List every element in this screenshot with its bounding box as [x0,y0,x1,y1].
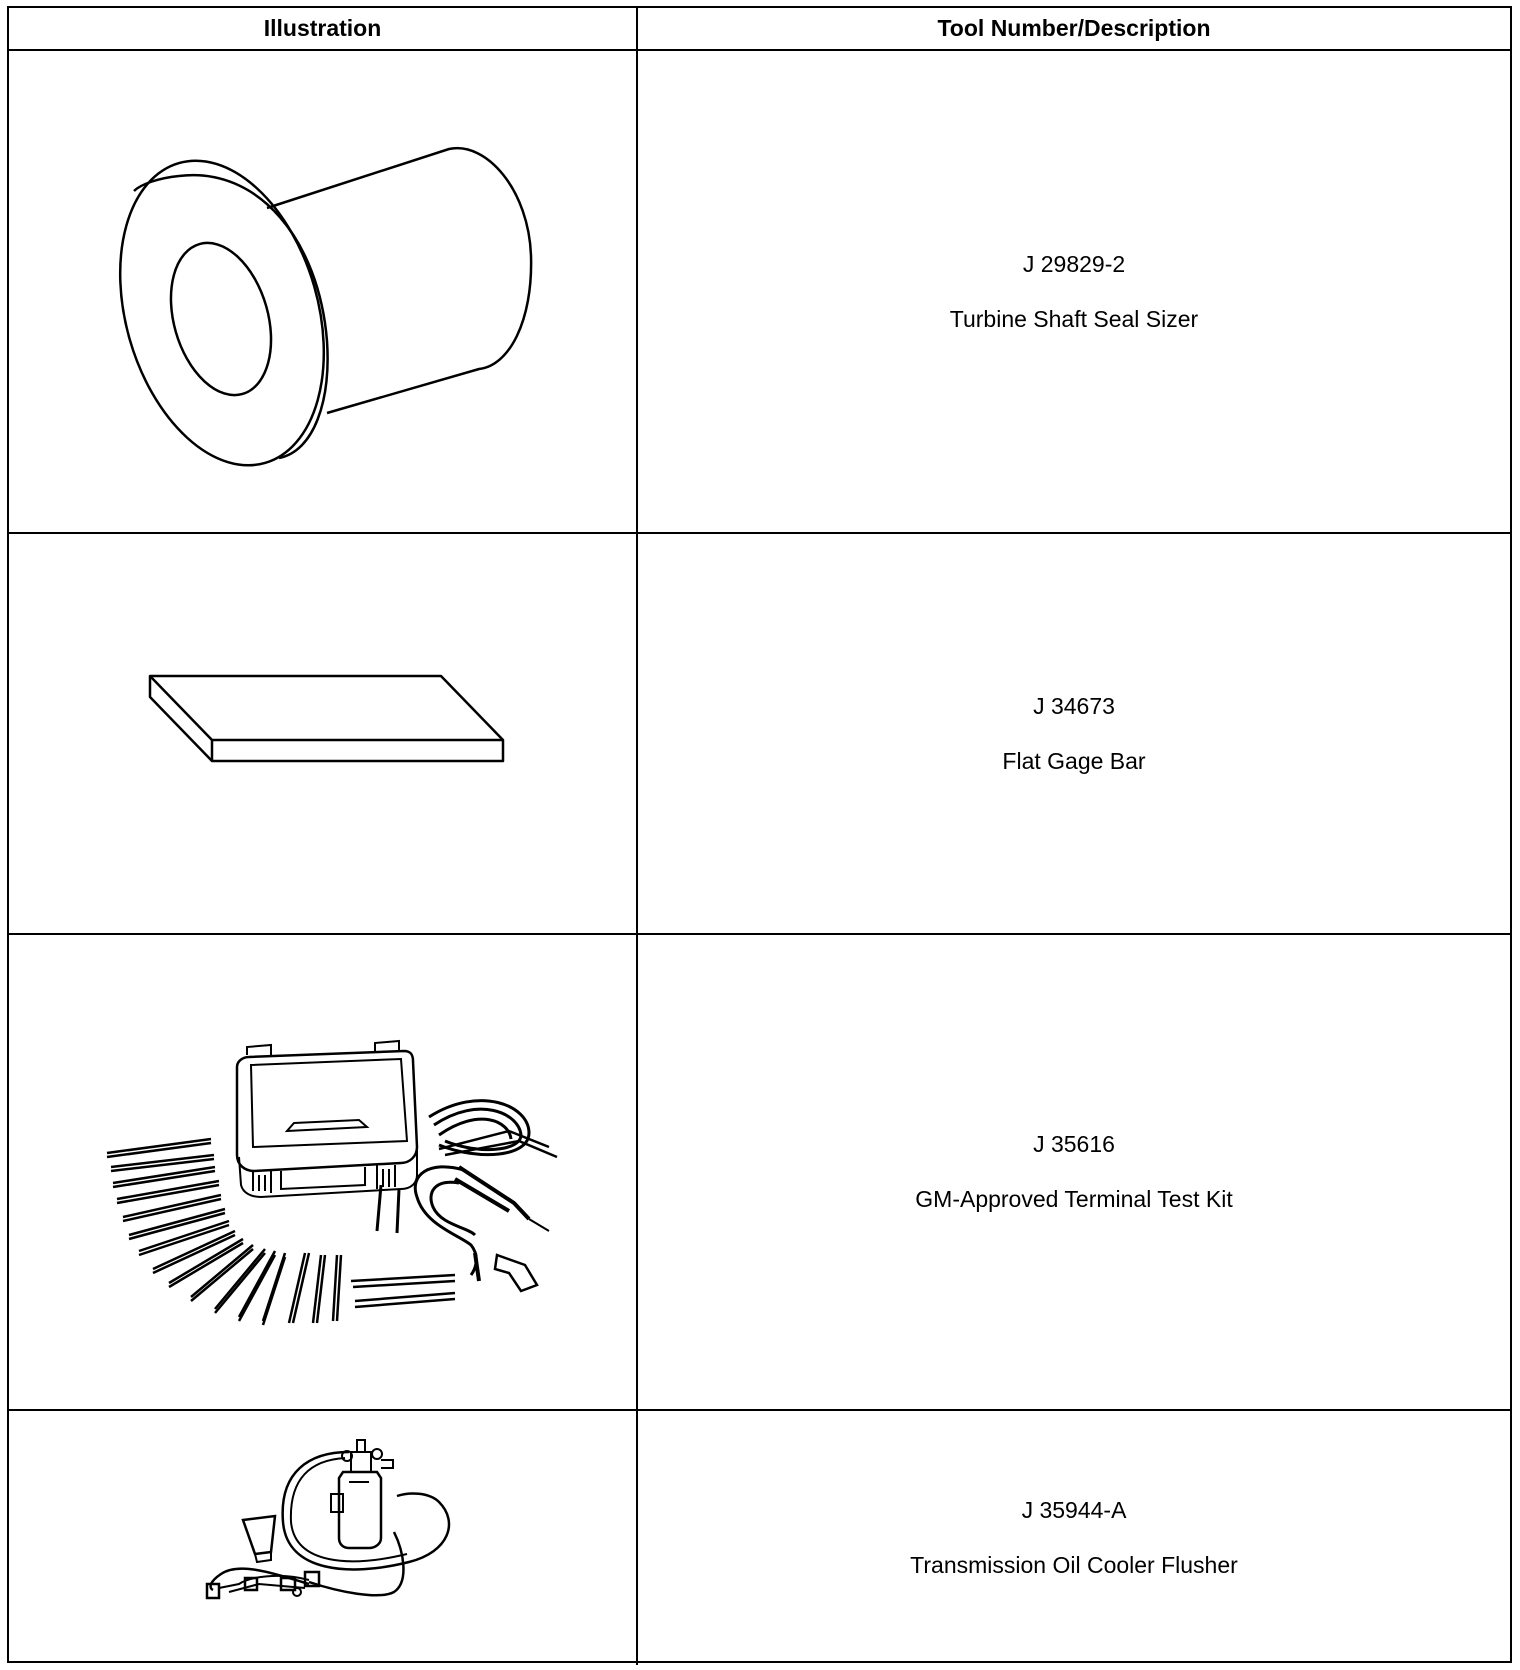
tool-number: J 35616 [1033,1131,1115,1157]
illustration-cell [9,935,638,1409]
tool-description: GM-Approved Terminal Test Kit [915,1186,1233,1212]
description-cell [638,534,1510,933]
table-row [9,534,1510,935]
description-cell [638,51,1510,532]
illustration-cell [9,534,638,933]
illustration-cell [9,51,638,532]
header-description: Tool Number/Description [937,15,1211,41]
table-header-row [9,8,1510,51]
tool-table [7,6,1512,1663]
oil-cooler-flusher-illustration [9,1411,638,1665]
tool-number: J 34673 [1033,692,1115,719]
tool-number: J 29829-2 [1022,250,1126,277]
tool-description: Flat Gage Bar [1002,747,1146,774]
seal-sizer-illustration [9,51,638,532]
illustration-cell [9,1411,638,1665]
flat-gage-bar-illustration [9,534,638,933]
header-illustration: Illustration [9,8,638,49]
table-row [9,935,1510,1411]
description-cell [638,935,1510,1409]
table-row [9,51,1510,534]
terminal-test-kit-illustration [9,935,638,1409]
tool-description: Transmission Oil Cooler Flusher [910,1552,1238,1578]
tool-number: J 35944-A [1021,1497,1127,1523]
tool-description: Turbine Shaft Seal Sizer [949,305,1199,332]
table-row [9,1411,1510,1665]
description-cell [638,1411,1510,1665]
